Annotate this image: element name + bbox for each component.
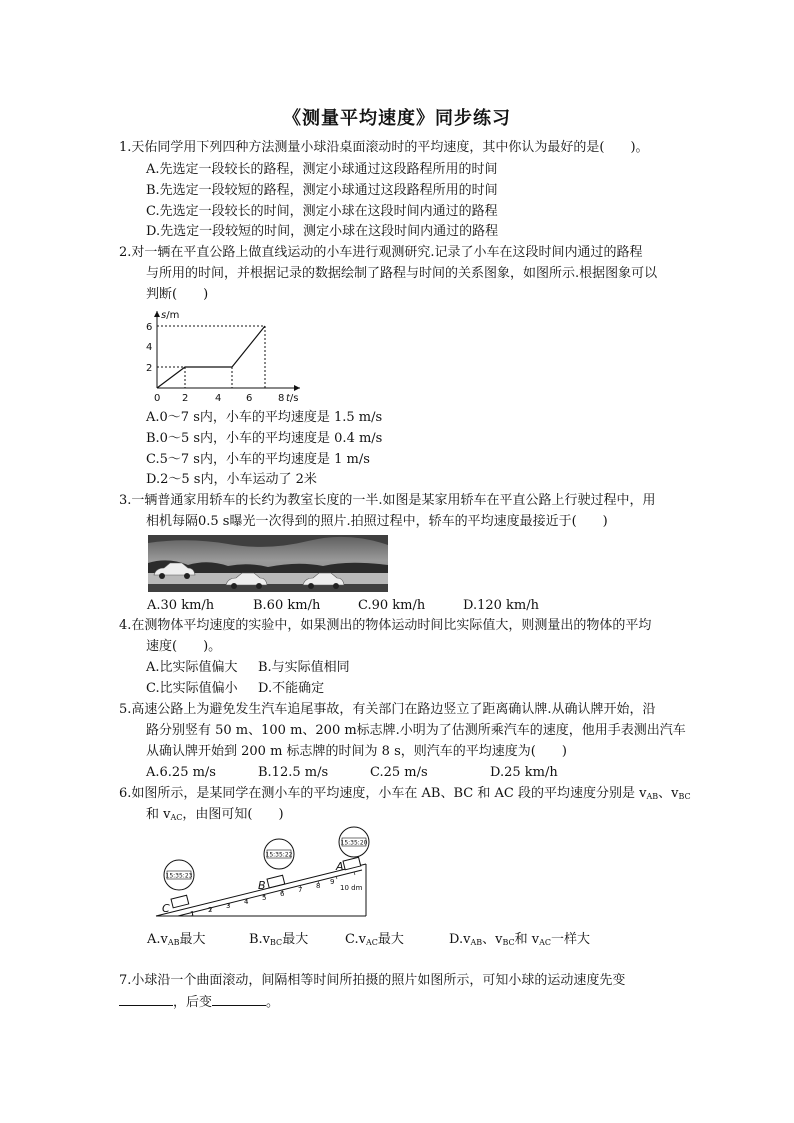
q2-option-c: C.5～7 s内，小车的平均速度是 1 m/s: [146, 452, 370, 467]
q6-sep: 、v: [658, 786, 679, 801]
q3-option-c: C.90 km/h: [358, 598, 426, 613]
q6-incline-figure: [148, 826, 378, 922]
q2-option-a: A.0～7 s内，小车的平均速度是 1.5 m/s: [146, 410, 383, 425]
graph-x-tick-2: 2: [182, 393, 189, 404]
q7-stem-line2: ，后变 。: [119, 993, 279, 1013]
q6-option-c: $C.v_{AC}$最大: [345, 932, 404, 947]
graph-x-label-unit: /s: [289, 393, 299, 404]
q2-option-b: B.0～5 s内，小车的平均速度是 0.4 m/s: [146, 431, 383, 446]
q1-stem: 1.天佑同学用下列四种方法测量小球沿桌面滚动时的平均速度，其中你认为最好的是( )。: [119, 140, 649, 155]
cart-a: [343, 857, 361, 870]
graph-x-tick-6: 6: [246, 393, 253, 404]
q2-option-d: D.2～5 s内，小车运动了 2米: [146, 472, 317, 487]
ruler-tick-4: 4: [244, 898, 249, 906]
q1-option-a: A.先选定一段较长的路程，测定小球通过这段路程所用的时间: [146, 162, 498, 177]
clock-b: [264, 839, 294, 869]
q6-stem-text: 6.如图所示，是某同学在测小车的平均速度，小车在 AB、BC 和 AC 段的平均速度分别是 v: [119, 786, 647, 801]
q5-option-a: A.6.25 m/s: [146, 765, 216, 780]
q3-stem-line2: 相机每隔0.5 s曝光一次得到的照片.拍照过程中，轿车的平均速度最接近于( ): [146, 514, 608, 529]
q3-stem-line1: 3.一辆普通家用轿车的长约为教室长度的一半.如图是某家用轿车在平直公路上行驶过程中，用: [119, 493, 656, 508]
q5-stem-line1: 5.高速公路上为避免发生汽车追尾事故，有关部门在路边竖立了距离确认牌.从确认牌开始，沿: [119, 702, 656, 717]
q4-stem-line2: 速度( )。: [146, 639, 222, 654]
ruler-tick-2: 2: [208, 906, 213, 914]
q2-stem-line1: 2.对一辆在平直公路上做直线运动的小车进行观测研究.记录了小车在这段时间内通过的路程: [119, 245, 643, 260]
graph-x-tick-8: 8: [278, 393, 285, 404]
q6-option-d: $D.v_{AB}$、$v_{BC}$和 $v_{AC}$一样大: [449, 932, 591, 947]
q5-option-b: B.12.5 m/s: [258, 765, 329, 780]
ruler-tick-10: 10: [340, 884, 349, 892]
q2-stem-line2: 与所用的时间，并根据记录的数据绘制了路程与时间的关系图象，如图所示.根据图象可以: [146, 266, 658, 281]
q1-option-b: B.先选定一段较短的路程，测定小球通过这段路程所用的时间: [146, 183, 498, 198]
q1-option-c: C.先选定一段较长的时间，测定小球在这段时间内通过的路程: [146, 204, 498, 219]
q5-option-c: C.25 m/s: [370, 765, 428, 780]
ruler-tick-9: 9: [330, 878, 335, 886]
q6-sub-ac: AC: [170, 813, 183, 822]
q6-stem-line2: [146, 805, 284, 828]
ruler-tick-6: 6: [280, 890, 285, 898]
ruler-edge: [178, 870, 362, 916]
graph-y-tick-2: 2: [146, 363, 153, 374]
q3-option-b: B.60 km/h: [253, 598, 321, 613]
clock-c-time: 15:35:23: [165, 872, 193, 880]
ruler-tick-5: 5: [262, 894, 267, 902]
q6-sub-bc: BC: [678, 792, 691, 801]
q4-option-a: A.比实际值偏大: [146, 660, 238, 675]
point-b-label: B: [258, 879, 266, 892]
graph-y-label-unit: /m: [166, 310, 180, 321]
clock-c: [164, 860, 194, 890]
point-c-label: C: [162, 902, 170, 915]
svg-text:s/m: [161, 310, 179, 321]
clock-a-time: 15:35:20: [340, 839, 368, 847]
q3-option-d: D.120 km/h: [463, 598, 539, 613]
q4-option-c: C.比实际值偏小: [146, 681, 238, 696]
q5-option-d: D.25 km/h: [490, 765, 558, 780]
graph-x-tick-4: 4: [215, 393, 222, 404]
q6-option-a: $A.v_{AB}$最大: [147, 932, 206, 947]
q6-option-b: $B.v_{BC}$最大: [249, 932, 309, 947]
svg-text:10 dm: [340, 884, 363, 892]
q2-st-graph: [140, 306, 310, 406]
q6-stem2b: ，由图可知( ): [182, 807, 284, 822]
graph-x-arrow: [294, 385, 300, 391]
q3-car-photo: [148, 535, 388, 592]
clock-a: [339, 827, 369, 857]
graph-y-tick-6: 6: [146, 322, 153, 333]
svg-text:t/s: [286, 393, 299, 404]
q2-stem-line3: 判断( ): [146, 287, 209, 302]
q7-stem-line1: 7.小球沿一个曲面滚动，间隔相等时间所拍摄的照片如图所示，可知小球的运动速度先变: [119, 973, 626, 988]
page-title: 《测量平均速度》同步练习: [283, 108, 511, 129]
graph-x-tick-0: 0: [154, 393, 161, 404]
q6-stem-line1: [119, 784, 691, 807]
cart-c: [171, 895, 189, 908]
ruler-tick-1: 1: [190, 910, 195, 918]
ruler-tick-8: 8: [316, 882, 321, 890]
point-a-label: A: [336, 860, 344, 873]
ruler-unit: dm: [351, 884, 363, 892]
graph-x-label-var: t: [286, 393, 290, 404]
q6-stem2a: 和 v: [146, 807, 171, 822]
q6-sub-ab: AB: [646, 792, 659, 801]
q5-stem-line2: 路分别竖有 50 m、100 m、200 m标志牌.小明为了估测所乘汽车的速度，他用手表测出汽车: [146, 723, 686, 738]
q4-option-b: B.与实际值相同: [258, 660, 350, 675]
clock-b-time: 15:35:22: [265, 851, 293, 859]
graph-y-label-var: s: [161, 310, 167, 321]
q1-option-d: D.先选定一段较短的时间，测定小球在这段时间内通过的路程: [146, 224, 499, 239]
q4-stem-line1: 4.在测物体平均速度的实验中，如果测出的物体运动时间比实际值大，则测量出的物体的平均: [119, 618, 652, 633]
graph-y-arrow: [154, 311, 160, 317]
ruler-tick-3: 3: [226, 902, 231, 910]
q7-blank-2[interactable]: [212, 993, 266, 1006]
q5-stem-line3: 从确认牌开始到 200 m 标志牌的时间为 8 s，则汽车的平均速度为( ): [146, 744, 567, 759]
graph-line: [157, 326, 265, 388]
graph-y-tick-4: 4: [146, 342, 153, 353]
ruler-tick-7: 7: [298, 886, 303, 894]
cart-b: [267, 875, 285, 888]
q4-option-d: D.不能确定: [258, 681, 325, 696]
q3-option-a: A.30 km/h: [147, 598, 215, 613]
q7-blank-1[interactable]: [119, 993, 173, 1006]
